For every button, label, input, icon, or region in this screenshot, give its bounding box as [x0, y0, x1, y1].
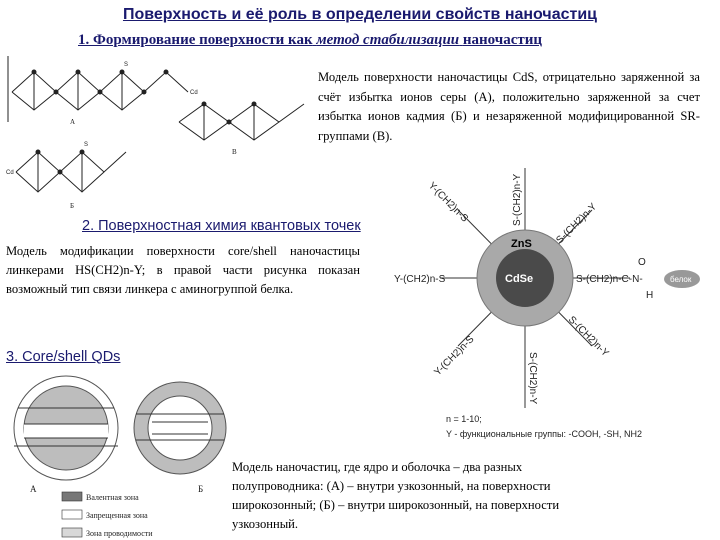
carbonyl-o: O	[638, 257, 646, 268]
ligand-right: S-(CH2)n-C-N-	[576, 274, 643, 285]
section1-heading-suffix: наночастиц	[462, 32, 543, 48]
section2-description: Модель модификации поверхности core/shell наночастицы линкерами HS(CH2)n-Y; в правой части рисунка показан возможный тип связи линкера с аминогруппой белка.	[6, 244, 360, 296]
note-n: n = 1-10;	[446, 414, 482, 424]
atom-label: S	[124, 62, 129, 68]
cds-surface-model-figure	[4, 52, 316, 212]
core-label: CdSe	[505, 273, 534, 285]
atom-label: Cd	[190, 90, 198, 96]
circle-label-a: А	[30, 484, 37, 494]
protein-label: белок	[670, 275, 692, 284]
section1-heading-italic: метод стабилизации	[316, 32, 460, 48]
legend-conduction-band: Зона проводимости	[86, 529, 153, 538]
circle-label-b: Б	[198, 484, 204, 494]
ligand-bottom: S-(CH2)n-Y	[527, 352, 538, 405]
ligand-diag-ur: S-(CH2)n-Y	[554, 201, 600, 247]
ligand-top: S-(CH2)n-Y	[512, 173, 523, 226]
atom-label: S	[84, 142, 89, 148]
ligand-diag-lr: S-(CH2)n-Y	[565, 314, 611, 360]
section1-description: Модель поверхности наночастицы CdS, отрицательно заряженной за счёт избытка ионов серы (А), положительно заряженной за счет избытка ионов кадмия (Б) и незаряженной модифицированной SR-группами (В).	[318, 70, 700, 143]
atom-label: Cd	[6, 170, 14, 176]
circle-b	[134, 382, 226, 474]
band-legend	[62, 492, 153, 538]
amide-h: H	[646, 290, 654, 301]
circle-a	[14, 376, 118, 480]
legend-band-gap: Запрещенная зона	[86, 511, 148, 520]
panel-label-v: В	[232, 148, 237, 156]
note-y: Y - функциональные группы: -COOH, -SH, NH2	[446, 429, 643, 439]
legend-valence-band: Валентная зона	[86, 493, 139, 502]
section1-heading	[78, 32, 542, 49]
section2-heading: 2. Поверхностная химия квантовых точек	[82, 218, 361, 234]
quantum-dot-diagram	[380, 148, 710, 448]
section1-heading-prefix: 1. Формирование поверхности как	[78, 32, 313, 48]
section3-description: Модель наночастиц, где ядро и оболочка – два разных полупроводника: (А) – внутри узкозонный, на поверхности широкозонный; (Б) – внутри широкозонный, на поверхности узкозонный.	[232, 460, 560, 531]
core-shell-band-figure	[4, 374, 230, 540]
ligand-diag-ll: Y-(CH2)n-S	[432, 334, 477, 379]
panel-label-b: Б	[70, 202, 75, 210]
section3-heading: 3. Core/shell QDs	[6, 349, 121, 365]
ligand-diag-ul: Y-(CH2)n-S	[425, 180, 470, 225]
ligand-left: Y-(CH2)n-S	[394, 274, 446, 285]
panel-label-a: А	[70, 118, 76, 126]
shell-label: ZnS	[511, 238, 532, 250]
page-title: Поверхность и её роль в определении свойств наночастиц	[122, 6, 598, 23]
